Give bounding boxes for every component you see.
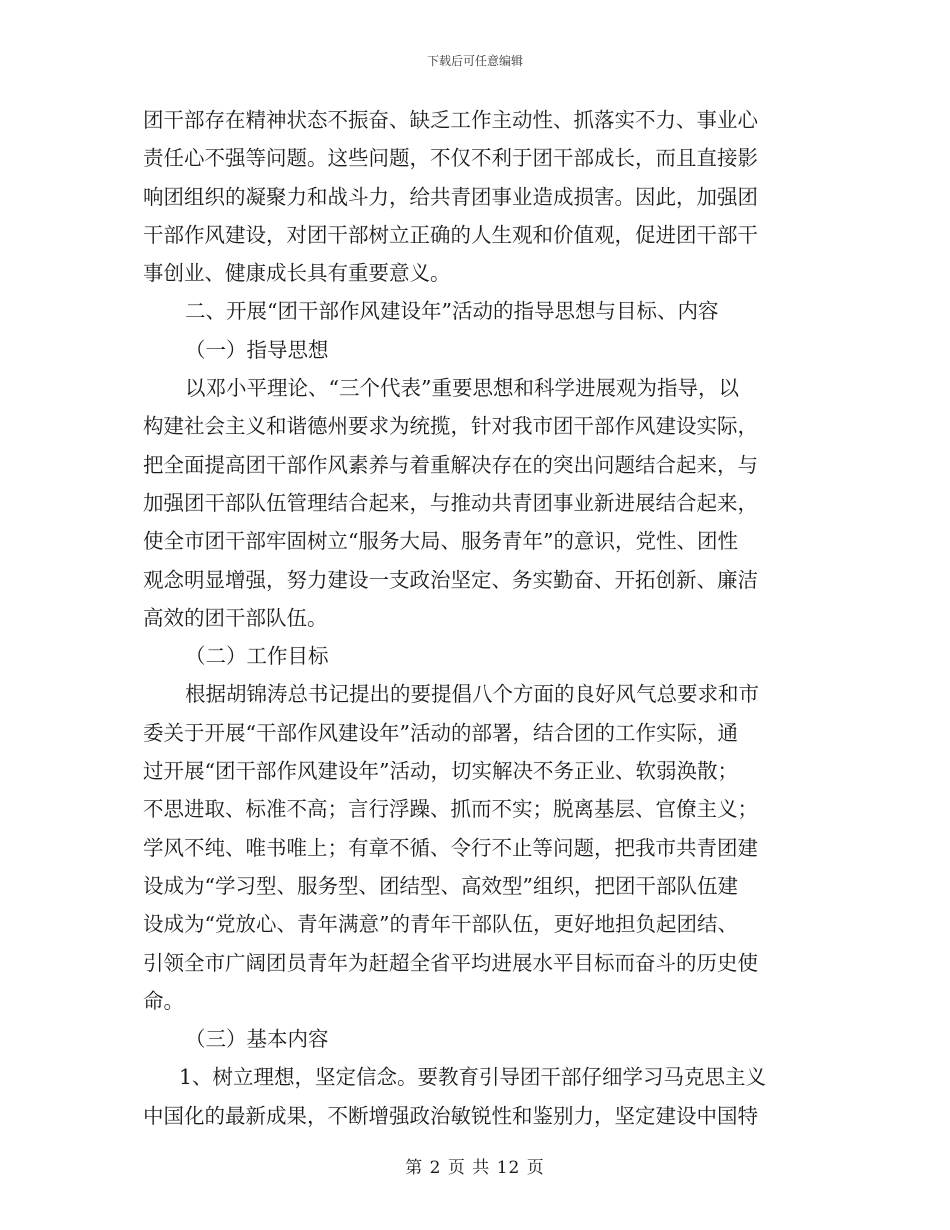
text-line: 以邓小平理论、“三个代表”重要思想和科学进展观为指导，以 [185, 376, 739, 401]
text-line: 设成为“党放心、青年满意”的青年干部队伍，更好地担负起团结、 [143, 912, 738, 937]
text-line: 设成为“学习型、服务型、团结型、高效型”组织，把团干部队伍建 [143, 873, 738, 898]
text-line: 学风不纯、唯书唯上；有章不循、令行不止等问题，把我市共青团建 [143, 835, 758, 860]
text-line: （二）工作目标 [185, 644, 329, 669]
text-line: 责任心不强等问题。这些问题，不仅不利于团干部成长，而且直接影 [143, 146, 758, 171]
text-line: 高效的团干部队伍。 [143, 605, 328, 630]
text-line: 二、开展“团干部作风建设年”活动的指导思想与目标、内容 [185, 299, 719, 324]
text-line: 命。 [143, 988, 184, 1013]
text-line: 委关于开展“干部作风建设年”活动的部署，结合团的工作实际，通 [143, 720, 738, 745]
text-line: 引领全市广阔团员青年为赶超全省平均进展水平目标而奋斗的历史使 [143, 950, 758, 975]
text-line: 把全面提高团干部作风素养与着重解决存在的突出问题结合起来，与 [143, 452, 758, 477]
document-body [143, 101, 810, 1135]
text-line: （一）指导思想 [185, 337, 329, 362]
text-line: 加强团干部队伍管理结合起来，与推动共青团事业新进展结合起来， [143, 490, 758, 515]
page-number-footer: 第 2 页 共 12 页 [405, 1158, 545, 1178]
text-line: 不思进取、标准不高；言行浮躁、抓而不实；脱离基层、官僚主义； [143, 797, 758, 822]
text-line: 根据胡锦涛总书记提出的要提倡八个方面的良好风气总要求和市 [185, 682, 759, 707]
page-header: 下载后可任意编辑 [426, 54, 523, 68]
text-line: 过开展“团干部作风建设年”活动，切实解决不务正业、软弱涣散； [143, 759, 738, 784]
text-line: 观念明显增强，努力建设一支政治坚定、务实勤奋、开拓创新、廉洁 [143, 567, 758, 592]
text-line: 响团组织的凝聚力和战斗力，给共青团事业造成损害。因此，加强团 [143, 184, 758, 209]
text-line: 1、树立理想，坚定信念。要教育引导团干部仔细学习马克思主义 [179, 1065, 767, 1090]
text-line: 构建社会主义和谐德州要求为统揽，针对我市团干部作风建设实际， [143, 414, 758, 439]
text-line: 中国化的最新成果，不断增强政治敏锐性和鉴别力，坚定建设中国特 [143, 1103, 758, 1128]
text-line: （三）基本内容 [185, 1027, 329, 1052]
text-line: 干部作风建设，对团干部树立正确的人生观和价值观，促进团干部干 [143, 222, 758, 247]
text-line: 团干部存在精神状态不振奋、缺乏工作主动性、抓落实不力、事业心 [143, 108, 758, 132]
text-line: 事创业、健康成长具有重要意义。 [143, 261, 451, 286]
text-line: 使全市团干部牢固树立“服务大局、服务青年”的意识，党性、团性 [143, 529, 738, 554]
